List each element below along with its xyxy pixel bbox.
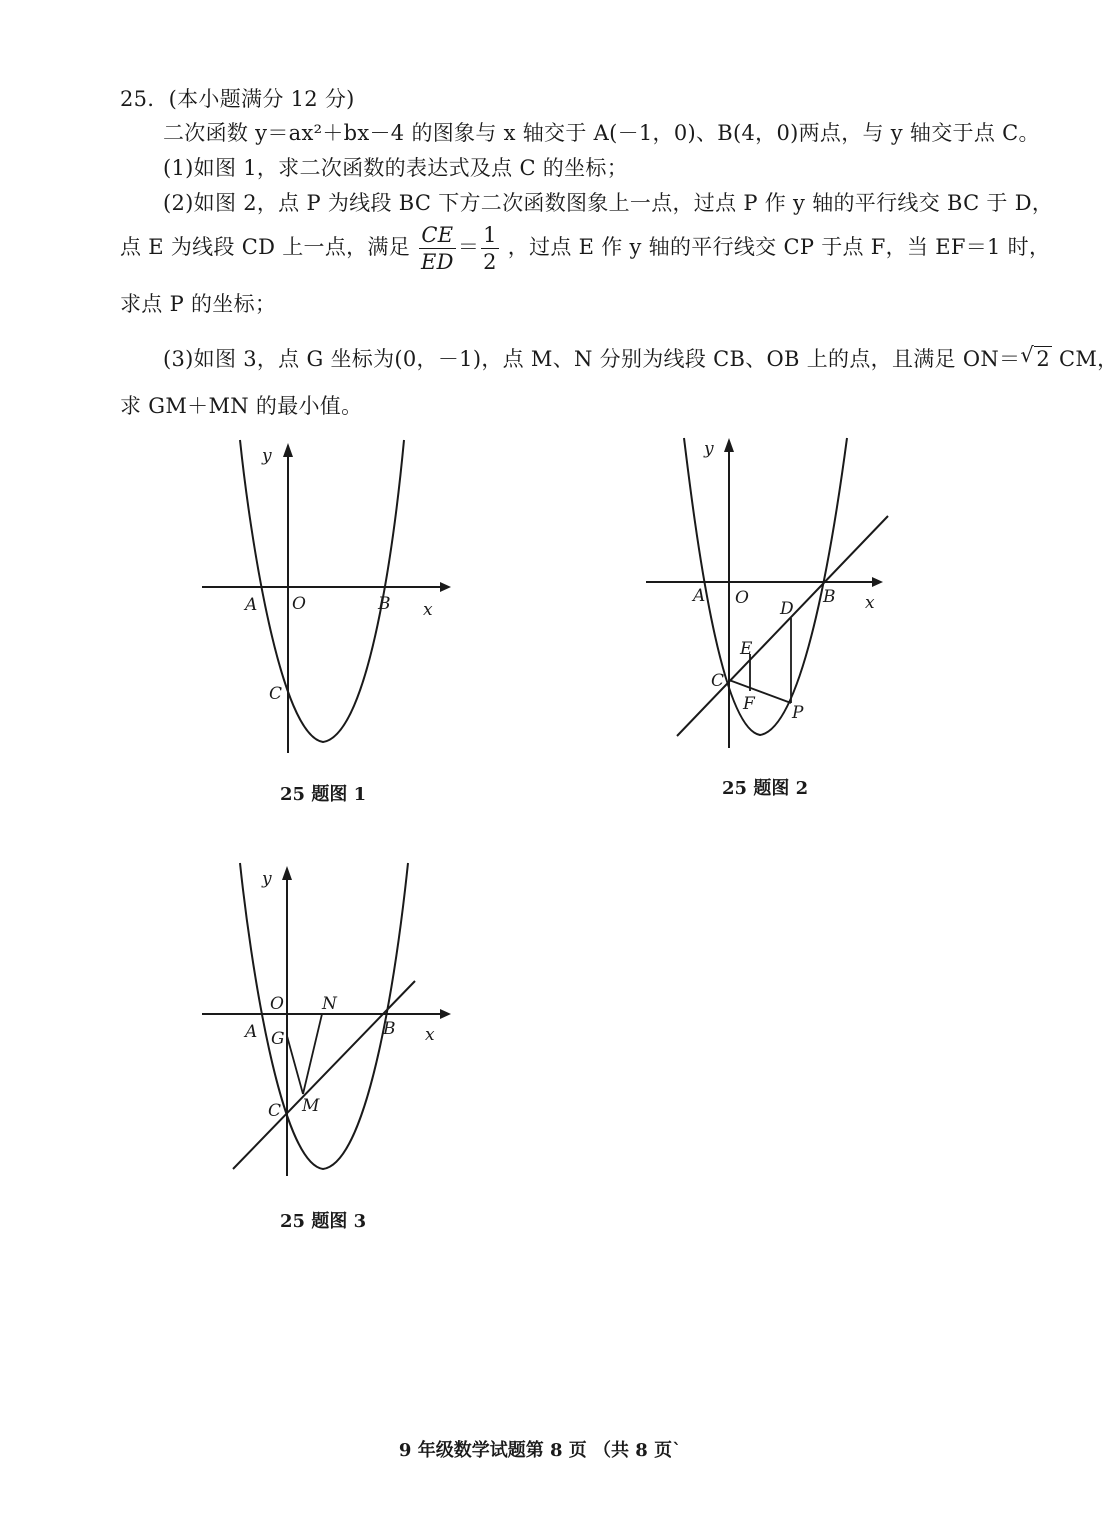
fig1-label-A: A bbox=[245, 595, 258, 615]
fig1-parabola bbox=[240, 440, 404, 742]
fig3-label-N: N bbox=[322, 994, 337, 1014]
fig2-label-F: F bbox=[743, 694, 755, 714]
question-3-line-2: 求 GM＋MN 的最小值。 bbox=[120, 394, 363, 418]
page-footer: 9 年级数学试题第 8 页 （共 8 页` bbox=[398, 1440, 682, 1461]
fig2-label-E: E bbox=[740, 639, 753, 659]
fig2-segment-cp bbox=[729, 680, 791, 703]
fig2-y-arrow-icon bbox=[724, 438, 734, 452]
fraction-ed-denominator: ED bbox=[421, 250, 454, 274]
fig1-label-y: y bbox=[262, 446, 272, 466]
figure-3-caption: 25 题图 3 bbox=[280, 1211, 367, 1232]
fig3-y-arrow-icon bbox=[282, 866, 292, 880]
fraction-half-denominator: 2 bbox=[483, 250, 497, 274]
fig1-label-C: C bbox=[269, 684, 283, 704]
question-3-line-1 bbox=[163, 343, 1118, 373]
fig2-label-P: P bbox=[792, 703, 804, 723]
question-3-line-1-pre: (3)如图 3，点 G 坐标为(0，－1)，点 M、N 分别为线段 CB、OB 上的点，且满足 ON＝ bbox=[163, 347, 1021, 371]
fig3-label-B: B bbox=[383, 1019, 396, 1039]
problem-intro: 二次函数 y＝ax²＋bx－4 的图象与 x 轴交于 A(－1，0)、B(4，0)两点，与 y 轴交于点 C。 bbox=[163, 121, 1040, 145]
sqrt-two bbox=[1020, 343, 1052, 371]
radical-sign-icon: √ bbox=[1020, 343, 1034, 367]
question-2-line-2-pre: 点 E 为线段 CD 上一点，满足 bbox=[120, 235, 411, 259]
problem-header: 25．(本小题满分 12 分) bbox=[120, 87, 355, 111]
fraction-one-half bbox=[481, 222, 499, 275]
fraction-ce-numerator: CE bbox=[419, 222, 456, 249]
fraction-ce-ed bbox=[419, 222, 456, 275]
fig2-label-y: y bbox=[704, 439, 714, 459]
fig1-label-x: x bbox=[423, 600, 433, 620]
fig3-label-G: G bbox=[271, 1029, 285, 1049]
fig3-segment-mn bbox=[303, 1014, 322, 1094]
fig3-label-A: A bbox=[245, 1022, 258, 1042]
fig3-label-x: x bbox=[425, 1025, 435, 1045]
question-2-line-2-post: ，过点 E 作 y 轴的平行线交 CP 于点 F，当 EF＝1 时， bbox=[507, 235, 1051, 259]
equals-sign: ＝ bbox=[457, 235, 480, 259]
fig2-label-O: O bbox=[735, 588, 749, 608]
fig1-label-B: B bbox=[378, 594, 391, 614]
figure-1-caption: 25 题图 1 bbox=[280, 784, 367, 805]
fig2-x-arrow-icon bbox=[872, 577, 883, 587]
fig3-segment-gm bbox=[287, 1036, 303, 1094]
fig2-label-x: x bbox=[865, 593, 875, 613]
figure-1 bbox=[190, 435, 460, 765]
fig3-label-y: y bbox=[262, 869, 272, 889]
fig3-label-C: C bbox=[268, 1101, 282, 1121]
figure-3 bbox=[190, 858, 460, 1188]
fig3-x-arrow-icon bbox=[440, 1009, 451, 1019]
fig2-label-D: D bbox=[780, 599, 794, 619]
question-3-line-1-post: CM， bbox=[1051, 347, 1118, 371]
fig1-y-arrow-icon bbox=[283, 443, 293, 457]
sqrt-radicand: 2 bbox=[1036, 347, 1050, 371]
fraction-half-numerator: 1 bbox=[483, 223, 497, 247]
fig1-label-O: O bbox=[292, 594, 306, 614]
fig3-label-O: O bbox=[270, 994, 284, 1014]
question-2-line-1: (2)如图 2，点 P 为线段 BC 下方二次函数图象上一点，过点 P 作 y 轴的平行线交 BC 于 D， bbox=[163, 191, 1054, 215]
fig2-label-B: B bbox=[823, 587, 836, 607]
question-2-line-2 bbox=[120, 222, 1050, 275]
figure-2-caption: 25 题图 2 bbox=[722, 778, 809, 799]
fig1-x-arrow-icon bbox=[440, 582, 451, 592]
question-2-line-3: 求点 P 的坐标； bbox=[120, 292, 277, 316]
fig2-label-C: C bbox=[711, 671, 725, 691]
fig3-parabola bbox=[240, 863, 408, 1169]
fig2-label-A: A bbox=[693, 586, 706, 606]
fig3-label-M: M bbox=[302, 1096, 320, 1116]
figure-2 bbox=[640, 428, 900, 758]
question-1: (1)如图 1，求二次函数的表达式及点 C 的坐标； bbox=[163, 156, 628, 180]
fig2-line-bc bbox=[677, 516, 888, 736]
